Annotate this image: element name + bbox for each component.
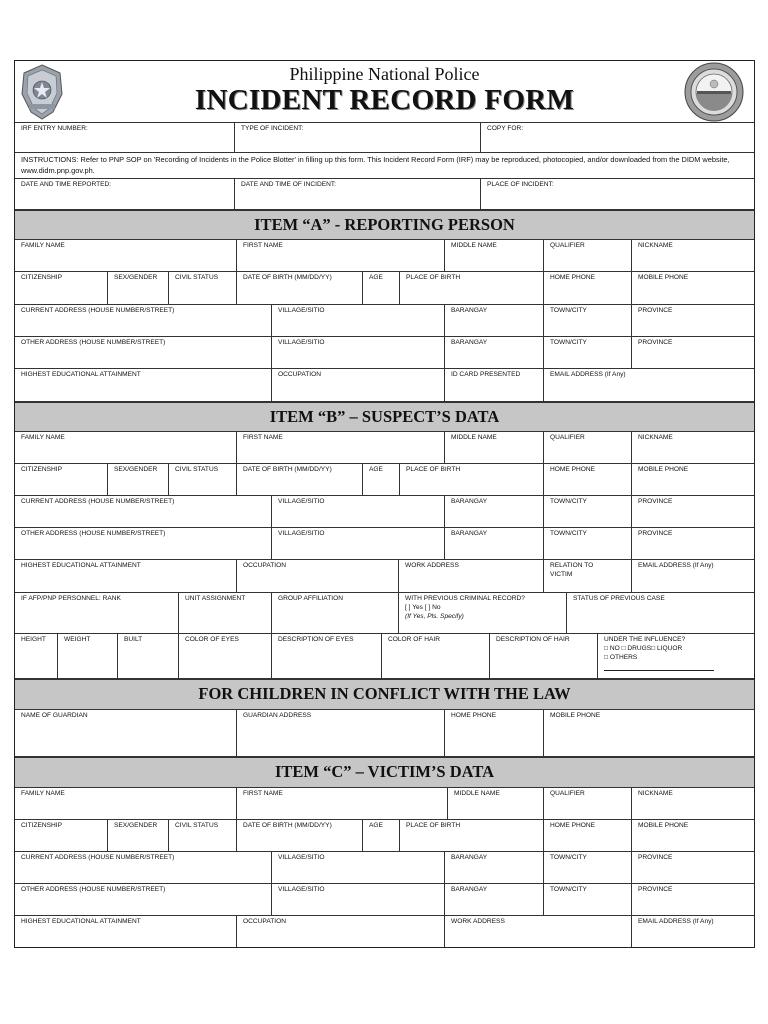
b-relation-field[interactable]: RELATION TO VICTIM bbox=[544, 560, 632, 593]
type-of-incident-field[interactable]: TYPE OF INCIDENT: bbox=[235, 122, 481, 153]
c-other-address-field[interactable]: OTHER ADDRESS (HOUSE NUMBER/STREET) bbox=[15, 884, 272, 916]
b-mobile-phone-field[interactable]: MOBILE PHONE bbox=[632, 464, 755, 496]
a-family-name-field[interactable]: FAMILY NAME bbox=[15, 240, 237, 272]
a-citizenship-field[interactable]: CITIZENSHIP bbox=[15, 272, 108, 305]
b-age-field[interactable]: AGE bbox=[363, 464, 400, 496]
a-civil-status-field[interactable]: CIVIL STATUS bbox=[169, 272, 237, 305]
a-town-field[interactable]: TOWN/CITY bbox=[544, 305, 632, 337]
b-email-field[interactable]: EMAIL ADDRESS (If Any) bbox=[632, 560, 755, 593]
b-weight-field[interactable]: WEIGHT bbox=[58, 634, 118, 679]
a-town2-field[interactable]: TOWN/CITY bbox=[544, 337, 632, 369]
c-home-phone-field[interactable]: HOME PHONE bbox=[544, 820, 632, 852]
a-mobile-phone-field[interactable]: MOBILE PHONE bbox=[632, 272, 755, 305]
section-c-title: ITEM “C” – VICTIM’S DATA bbox=[15, 757, 754, 788]
a-village-field[interactable]: VILLAGE/SITIO bbox=[272, 305, 445, 337]
a-barangay2-field[interactable]: BARANGAY bbox=[445, 337, 544, 369]
c-town2-field[interactable]: TOWN/CITY bbox=[544, 884, 632, 916]
b-yes-no-checkboxes[interactable]: [ ] Yes [ ] No bbox=[405, 604, 441, 611]
c-village-field[interactable]: VILLAGE/SITIO bbox=[272, 852, 445, 884]
c-province2-field[interactable]: PROVINCE bbox=[632, 884, 755, 916]
a-village2-field[interactable]: VILLAGE/SITIO bbox=[272, 337, 445, 369]
guardian-address-field[interactable]: GUARDIAN ADDRESS bbox=[237, 710, 445, 757]
b-first-name-field[interactable]: FIRST NAME bbox=[237, 432, 445, 464]
c-civil-status-field[interactable]: CIVIL STATUS bbox=[169, 820, 237, 852]
c-village2-field[interactable]: VILLAGE/SITIO bbox=[272, 884, 445, 916]
b-village-field[interactable]: VILLAGE/SITIO bbox=[272, 496, 445, 528]
b-group-field[interactable]: GROUP AFFILIATION bbox=[272, 593, 399, 634]
b-criminal-record-field[interactable]: WITH PREVIOUS CRIMINAL RECORD? [ ] Yes [ ] No (If Yes, Pls. Specify) bbox=[399, 593, 567, 634]
b-middle-name-field[interactable]: MIDDLE NAME bbox=[445, 432, 544, 464]
b-other-address-field[interactable]: OTHER ADDRESS (HOUSE NUMBER/STREET) bbox=[15, 528, 272, 560]
b-afp-rank-field[interactable]: IF AFP/PNP PERSONNEL: RANK bbox=[15, 593, 179, 634]
c-mobile-phone-field[interactable]: MOBILE PHONE bbox=[632, 820, 755, 852]
org-name: Philippine National Police bbox=[289, 64, 480, 84]
c-email-field[interactable]: EMAIL ADDRESS (If Any) bbox=[638, 918, 714, 925]
b-influence-field[interactable]: UNDER THE INFLUENCE? □ NO □ DRUGS□ LIQUOR □ OTHERS bbox=[598, 634, 755, 679]
b-qualifier-field[interactable]: QUALIFIER bbox=[544, 432, 632, 464]
a-sex-field[interactable]: SEX/GENDER bbox=[108, 272, 169, 305]
c-dob-field[interactable]: DATE OF BIRTH (MM/DD/YY) bbox=[237, 820, 363, 852]
guardian-mobile-phone-field[interactable]: MOBILE PHONE bbox=[544, 710, 755, 757]
b-home-phone-field[interactable]: HOME PHONE bbox=[544, 464, 632, 496]
c-barangay-field[interactable]: BARANGAY bbox=[445, 852, 544, 884]
section-b-title: ITEM “B” – SUSPECT’S DATA bbox=[15, 402, 754, 432]
c-middle-name-field[interactable]: MIDDLE NAME bbox=[448, 788, 544, 820]
b-influence-others[interactable]: □ OTHERS bbox=[604, 654, 638, 661]
place-incident-field[interactable]: PLACE OF INCIDENT: bbox=[481, 179, 755, 210]
a-home-phone-field[interactable]: HOME PHONE bbox=[544, 272, 632, 305]
c-first-name-field[interactable]: FIRST NAME bbox=[237, 788, 448, 820]
a-email-field[interactable]: EMAIL ADDRESS (If Any) bbox=[544, 369, 755, 402]
date-incident-field[interactable]: DATE AND TIME OF INCIDENT: bbox=[235, 179, 481, 210]
c-province-field[interactable]: PROVINCE bbox=[632, 852, 755, 884]
section-a-title: ITEM “A” - REPORTING PERSON bbox=[15, 210, 754, 240]
didm-seal-icon bbox=[683, 62, 745, 122]
b-dob-field[interactable]: DATE OF BIRTH (MM/DD/YY) bbox=[237, 464, 363, 496]
a-barangay-field[interactable]: BARANGAY bbox=[445, 305, 544, 337]
b-education-field[interactable]: HIGHEST EDUCATIONAL ATTAINMENT bbox=[15, 560, 237, 593]
c-town-field[interactable]: TOWN/CITY bbox=[544, 852, 632, 884]
b-hair-color-field[interactable]: COLOR OF HAIR bbox=[382, 634, 490, 679]
a-qualifier-field[interactable]: QUALIFIER bbox=[544, 240, 632, 272]
c-work-address-field[interactable]: WORK ADDRESS bbox=[445, 916, 632, 948]
a-province-field[interactable]: PROVINCE bbox=[632, 305, 755, 337]
date-reported-field[interactable]: DATE AND TIME REPORTED: bbox=[15, 179, 235, 210]
a-current-address-field[interactable]: CURRENT ADDRESS (HOUSE NUMBER/STREET) bbox=[15, 305, 272, 337]
b-prev-case-field[interactable]: STATUS OF PREVIOUS CASE bbox=[567, 593, 755, 634]
b-town2-field[interactable]: TOWN/CITY bbox=[544, 528, 632, 560]
b-occupation-field[interactable]: OCCUPATION bbox=[237, 560, 399, 593]
a-first-name-field[interactable]: FIRST NAME bbox=[237, 240, 445, 272]
b-hair-desc-field[interactable]: DESCRIPTION OF HAIR bbox=[490, 634, 598, 679]
b-citizenship-field[interactable]: CITIZENSHIP bbox=[15, 464, 108, 496]
a-age-field[interactable]: AGE bbox=[363, 272, 400, 305]
a-province2-field[interactable]: PROVINCE bbox=[632, 337, 755, 369]
a-pob-field[interactable]: PLACE OF BIRTH bbox=[400, 272, 544, 305]
c-sex-field[interactable]: SEX/GENDER bbox=[108, 820, 169, 852]
copy-for-field[interactable]: COPY FOR: bbox=[481, 122, 755, 153]
form-title: INCIDENT RECORD FORM bbox=[194, 84, 575, 116]
c-pob-field[interactable]: PLACE OF BIRTH bbox=[400, 820, 544, 852]
b-province-field[interactable]: PROVINCE bbox=[632, 496, 755, 528]
b-town-field[interactable]: TOWN/CITY bbox=[544, 496, 632, 528]
b-eyes-desc-field[interactable]: DESCRIPTION OF EYES bbox=[272, 634, 382, 679]
a-dob-field[interactable]: DATE OF BIRTH (MM/DD/YY) bbox=[237, 272, 363, 305]
b-province2-field[interactable]: PROVINCE bbox=[632, 528, 755, 560]
b-eyes-color-field[interactable]: COLOR OF EYES bbox=[179, 634, 272, 679]
b-nickname-field[interactable]: NICKNAME bbox=[632, 432, 755, 464]
instructions-text: INSTRUCTIONS: Refer to PNP SOP on 'Recording of Incidents in the Police Blotter' in filling up this form. This Incident Record Form (IRF) may be reproduced, photocopied, and/or downloaded from the DIDM website, www.didm.pnp.gov.ph. bbox=[15, 153, 755, 179]
c-occupation-field[interactable]: OCCUPATION bbox=[237, 916, 445, 948]
b-pob-field[interactable]: PLACE OF BIRTH bbox=[400, 464, 544, 496]
b-family-name-field[interactable]: FAMILY NAME bbox=[15, 432, 237, 464]
b-height-field[interactable]: HEIGHT bbox=[15, 634, 58, 679]
a-other-address-field[interactable]: OTHER ADDRESS (HOUSE NUMBER/STREET) bbox=[15, 337, 272, 369]
b-civil-status-field[interactable]: CIVIL STATUS bbox=[169, 464, 237, 496]
c-family-name-field[interactable]: FAMILY NAME bbox=[15, 788, 237, 820]
section-children-title: FOR CHILDREN IN CONFLICT WITH THE LAW bbox=[15, 679, 754, 710]
a-education-field[interactable]: HIGHEST EDUCATIONAL ATTAINMENT bbox=[15, 369, 272, 402]
a-nickname-field[interactable]: NICKNAME bbox=[632, 240, 755, 272]
irf-entry-field[interactable]: IRF ENTRY NUMBER: bbox=[15, 122, 235, 153]
c-current-address-field[interactable]: CURRENT ADDRESS (HOUSE NUMBER/STREET) bbox=[15, 852, 272, 884]
b-influence-line bbox=[604, 665, 714, 671]
a-id-card-field[interactable]: ID CARD PRESENTED bbox=[445, 369, 544, 402]
form-header bbox=[15, 61, 754, 123]
b-influence-options[interactable]: □ NO □ DRUGS□ LIQUOR bbox=[604, 645, 683, 652]
b-built-field[interactable]: BUILT bbox=[118, 634, 179, 679]
guardian-name-field[interactable]: NAME OF GUARDIAN bbox=[15, 710, 237, 757]
c-qualifier-field[interactable]: QUALIFIER bbox=[544, 788, 632, 820]
b-village2-field[interactable]: VILLAGE/SITIO bbox=[272, 528, 445, 560]
c-barangay2-field[interactable]: BARANGAY bbox=[445, 884, 544, 916]
b-unit-field[interactable]: UNIT ASSIGNMENT bbox=[179, 593, 272, 634]
b-current-address-field[interactable]: CURRENT ADDRESS (HOUSE NUMBER/STREET) bbox=[15, 496, 272, 528]
b-barangay-field[interactable]: BARANGAY bbox=[445, 496, 544, 528]
c-nickname-field[interactable]: NICKNAME bbox=[632, 788, 755, 820]
c-education-field[interactable]: HIGHEST EDUCATIONAL ATTAINMENT bbox=[15, 916, 237, 948]
c-age-field[interactable]: AGE bbox=[363, 820, 400, 852]
b-work-address-field[interactable]: WORK ADDRESS bbox=[399, 560, 544, 593]
b-sex-field[interactable]: SEX/GENDER bbox=[108, 464, 169, 496]
a-occupation-field[interactable]: OCCUPATION bbox=[272, 369, 445, 402]
guardian-home-phone-field[interactable]: HOME PHONE bbox=[445, 710, 544, 757]
a-middle-name-field[interactable]: MIDDLE NAME bbox=[445, 240, 544, 272]
c-citizenship-field[interactable]: CITIZENSHIP bbox=[15, 820, 108, 852]
b-barangay2-field[interactable]: BARANGAY bbox=[445, 528, 544, 560]
incident-record-form bbox=[14, 60, 755, 948]
